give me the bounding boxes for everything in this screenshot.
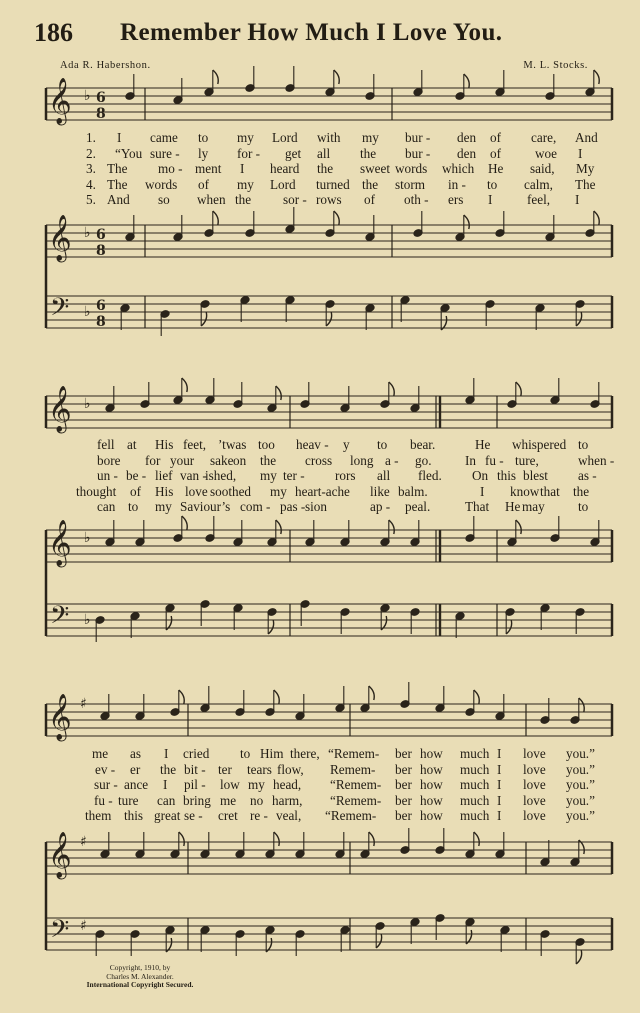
note-flag bbox=[576, 950, 581, 964]
note-flag bbox=[179, 832, 184, 846]
lyric-syllable: of bbox=[130, 483, 141, 499]
lyric-syllable: cried bbox=[183, 746, 210, 761]
lyric-syllable: ap - bbox=[370, 499, 391, 514]
lyric-syllable: ’twas bbox=[218, 437, 247, 452]
lyric-syllable: the bbox=[573, 483, 590, 499]
lyric-syllable: the bbox=[317, 161, 334, 176]
note-flag bbox=[276, 386, 281, 400]
lyric-syllable: ter bbox=[218, 761, 232, 777]
lyric-syllable: said, bbox=[530, 161, 555, 176]
hymn-title: Remember How Much I Love You. bbox=[120, 19, 503, 46]
lyric-syllable: Lord bbox=[272, 130, 298, 145]
lyric-syllable: feel, bbox=[527, 192, 551, 207]
lyric-syllable: soothed bbox=[210, 483, 252, 499]
lyric-syllable: heard bbox=[270, 161, 300, 176]
lyric-syllable: “Remem- bbox=[330, 777, 382, 792]
lyric-syllable: ber bbox=[395, 746, 412, 761]
lyric-syllable: came bbox=[150, 130, 178, 145]
lyric-syllable: se - bbox=[184, 808, 203, 823]
lyric-syllable: fu - bbox=[485, 452, 504, 468]
note-flag bbox=[334, 70, 339, 84]
lyric-syllable: of bbox=[364, 192, 375, 207]
lyric-syllable: a - bbox=[385, 452, 399, 468]
lyric-syllable: me bbox=[92, 746, 109, 761]
lyric-syllable: sure - bbox=[150, 145, 180, 161]
lyric-syllable: fu - bbox=[94, 792, 113, 808]
lyric-line-verse-5 bbox=[60, 808, 608, 824]
note-flag bbox=[182, 516, 187, 530]
lyric-syllable: to bbox=[198, 130, 209, 145]
note-flag bbox=[274, 690, 279, 704]
lyric-syllable: On bbox=[472, 468, 489, 483]
lyric-syllable: whispered bbox=[512, 437, 567, 452]
lyrics-block-2 bbox=[60, 437, 615, 515]
lyric-syllable: thought bbox=[76, 483, 117, 499]
copyright-line-1: Copyright, 1910, by bbox=[109, 963, 171, 972]
lyric-syllable: love bbox=[185, 483, 208, 499]
lyric-syllable: care, bbox=[531, 130, 557, 145]
lyric-syllable: too bbox=[258, 437, 275, 452]
note-flag bbox=[464, 215, 469, 229]
lyric-syllable: com - bbox=[240, 499, 271, 514]
time-signature: 6 bbox=[96, 227, 106, 243]
lyric-syllable: I bbox=[575, 192, 580, 207]
note-flag bbox=[179, 690, 184, 704]
lyric-syllable: your bbox=[170, 452, 195, 468]
lyric-syllable: feet, bbox=[183, 437, 207, 452]
lyric-syllable: sion bbox=[305, 499, 327, 514]
lyric-syllable: I bbox=[488, 192, 493, 207]
lyric-syllable: ev - bbox=[95, 761, 116, 777]
lyric-syllable: my bbox=[237, 130, 254, 145]
lyric-syllable: ber bbox=[395, 761, 412, 777]
lyric-syllable: balm. bbox=[398, 483, 428, 499]
treble-clef: 𝄞 bbox=[48, 520, 72, 566]
note-flag bbox=[594, 211, 599, 225]
lyric-syllable: on bbox=[233, 452, 247, 468]
lyric-syllable: which bbox=[442, 161, 475, 176]
note-flag bbox=[326, 312, 331, 326]
lyric-line-verse-1 bbox=[60, 746, 608, 762]
note-flag bbox=[516, 520, 521, 534]
lyric-syllable: oth - bbox=[404, 192, 429, 207]
time-signature: 8 bbox=[96, 243, 106, 259]
lyric-syllable: in - bbox=[448, 176, 466, 192]
note-flag bbox=[474, 832, 479, 846]
lyric-syllable: ber bbox=[395, 808, 412, 823]
lyric-syllable: My bbox=[576, 161, 595, 176]
lyric-syllable: sweet bbox=[360, 161, 391, 176]
lyric-syllable: my bbox=[155, 499, 172, 514]
lyric-syllable: rors bbox=[335, 468, 356, 483]
lyric-line-verse-3 bbox=[60, 161, 608, 177]
lyric-syllable: low bbox=[220, 777, 240, 792]
copyright-line-3: International Copyright Secured. bbox=[86, 980, 194, 989]
lyric-syllable: bring bbox=[183, 792, 211, 808]
lyric-syllable: ber bbox=[395, 792, 412, 808]
note-flag bbox=[579, 698, 584, 712]
note-flag bbox=[594, 70, 599, 84]
lyric-syllable: mo - bbox=[158, 161, 183, 176]
treble-clef: 𝄞 bbox=[48, 386, 72, 432]
lyric-syllable: love bbox=[523, 746, 546, 761]
bass-clef: 𝄢 bbox=[50, 601, 70, 636]
bass-clef: 𝄢 bbox=[50, 915, 70, 950]
lyric-syllable: like bbox=[370, 483, 390, 499]
flat-sign: ♭ bbox=[84, 530, 91, 546]
lyric-syllable: pil - bbox=[184, 777, 206, 792]
lyric-syllable: you.” bbox=[566, 761, 595, 777]
lyric-syllable: to bbox=[377, 437, 388, 452]
lyric-syllable: rows bbox=[316, 192, 342, 207]
time-signature: 8 bbox=[96, 106, 106, 122]
composer-credit: M. L. Stocks. bbox=[523, 60, 588, 71]
flat-sign: ♭ bbox=[84, 612, 91, 628]
lyric-syllable: love bbox=[523, 808, 546, 823]
lyric-syllable: at bbox=[127, 437, 137, 452]
note-flag bbox=[516, 382, 521, 396]
lyric-syllable: And bbox=[107, 192, 130, 207]
lyric-syllable: how bbox=[420, 761, 443, 777]
note-flag bbox=[464, 74, 469, 88]
lyric-syllable: I bbox=[497, 777, 502, 792]
lyric-syllable: I bbox=[497, 746, 502, 761]
lyric-syllable: words bbox=[145, 176, 178, 192]
lyric-syllable: how bbox=[420, 746, 443, 761]
lyric-syllable: to bbox=[128, 499, 139, 514]
lyric-syllable: much bbox=[460, 777, 490, 792]
note-flag bbox=[274, 832, 279, 846]
sharp-sign: ♯ bbox=[80, 834, 87, 850]
lyrics-block-1 bbox=[60, 130, 608, 208]
lyric-syllable: I bbox=[497, 761, 502, 777]
lyric-syllable: you.” bbox=[566, 777, 595, 792]
lyric-syllable: The bbox=[575, 176, 596, 192]
lyric-syllable: love bbox=[523, 792, 546, 808]
lyric-line-verse-3 bbox=[60, 468, 608, 484]
lyric-syllable: den bbox=[457, 145, 477, 161]
lyric-syllable: y bbox=[343, 437, 350, 452]
lyric-syllable: to bbox=[578, 499, 589, 514]
lyric-syllable: veal, bbox=[276, 808, 302, 823]
lyric-syllable: great bbox=[154, 808, 181, 823]
sharp-sign: ♯ bbox=[80, 696, 87, 712]
lyric-syllable: my bbox=[270, 483, 287, 499]
lyric-syllable: love bbox=[523, 777, 546, 792]
lyric-syllable: you.” bbox=[566, 746, 595, 761]
lyric-syllable: much bbox=[460, 746, 490, 761]
lyric-syllable: “You bbox=[115, 145, 143, 161]
lyric-syllable: you.” bbox=[566, 808, 595, 823]
lyric-syllable: to bbox=[487, 176, 498, 192]
lyric-syllable: long bbox=[350, 452, 374, 468]
lyric-syllable: the bbox=[235, 192, 252, 207]
lyric-syllable: much bbox=[460, 792, 490, 808]
note-flag bbox=[369, 832, 374, 846]
lyric-syllable: I bbox=[497, 792, 502, 808]
lyric-line-verse-4 bbox=[60, 484, 608, 500]
lyric-line-verse-5 bbox=[60, 499, 608, 515]
lyric-syllable: as bbox=[130, 746, 141, 761]
lyric-syllable: I bbox=[240, 161, 245, 176]
lyric-syllable: of bbox=[490, 130, 501, 145]
lyric-syllable: The bbox=[107, 176, 128, 192]
lyric-syllable: I bbox=[164, 746, 169, 761]
verse-number: 5. bbox=[86, 192, 96, 207]
lyric-syllable: heav - bbox=[296, 437, 329, 452]
copyright-notice bbox=[70, 964, 210, 990]
lyric-syllable: I bbox=[578, 145, 583, 161]
lyric-syllable: sur - bbox=[94, 777, 118, 792]
verse-number: 3. bbox=[86, 161, 96, 176]
lyric-syllable: ture bbox=[118, 792, 139, 808]
lyric-line-verse-1 bbox=[60, 130, 608, 146]
lyric-syllable: peal. bbox=[405, 499, 431, 514]
lyric-syllable: bore bbox=[97, 452, 121, 468]
lyric-syllable: how bbox=[420, 792, 443, 808]
lyric-syllable: this bbox=[124, 808, 144, 823]
note-flag bbox=[334, 211, 339, 225]
lyric-line-verse-1 bbox=[60, 437, 608, 453]
lyric-syllable: the bbox=[260, 452, 277, 468]
lyric-syllable: The bbox=[107, 161, 128, 176]
note-flag bbox=[213, 211, 218, 225]
lyric-syllable: how bbox=[420, 808, 443, 823]
lyric-syllable: ture, bbox=[515, 452, 539, 468]
lyric-syllable: I bbox=[480, 483, 485, 499]
note-flag bbox=[376, 934, 381, 948]
lyric-syllable: Him bbox=[260, 746, 284, 761]
lyric-line-verse-2 bbox=[60, 452, 615, 469]
lyric-line-verse-2 bbox=[60, 762, 608, 778]
time-signature: 6 bbox=[96, 298, 106, 314]
time-signature: 8 bbox=[96, 314, 106, 330]
lyrics-block-3 bbox=[60, 746, 608, 824]
lyric-syllable: head, bbox=[273, 777, 302, 792]
note-flag bbox=[369, 686, 374, 700]
lyric-syllable: harm, bbox=[272, 792, 303, 808]
lyric-line-verse-4 bbox=[60, 793, 608, 809]
lyric-syllable: how bbox=[420, 777, 443, 792]
lyric-syllable: I bbox=[163, 777, 168, 792]
flat-sign: ♭ bbox=[84, 88, 91, 104]
lyric-syllable: His bbox=[155, 483, 174, 499]
note-flag bbox=[389, 520, 394, 534]
lyric-syllable: there, bbox=[290, 746, 320, 761]
note-flag bbox=[506, 620, 511, 634]
lyric-syllable: Remem- bbox=[330, 761, 376, 777]
lyric-syllable: be - bbox=[126, 468, 147, 483]
lyric-syllable: you.” bbox=[566, 792, 595, 808]
lyric-syllable: when bbox=[197, 192, 226, 207]
lyric-syllable: to bbox=[240, 746, 251, 761]
flat-sign: ♭ bbox=[84, 396, 91, 412]
time-signature: 6 bbox=[96, 90, 106, 106]
lyric-syllable: heart-ache bbox=[295, 483, 350, 499]
lyric-syllable: I bbox=[497, 808, 502, 823]
lyric-syllable: He bbox=[505, 499, 521, 514]
bass-clef: 𝄢 bbox=[50, 293, 70, 328]
lyric-syllable: van - bbox=[180, 468, 207, 483]
lyric-syllable: un - bbox=[97, 468, 118, 483]
lyric-syllable: my bbox=[260, 468, 277, 483]
lyric-syllable: ance bbox=[124, 777, 149, 792]
note-flag bbox=[182, 378, 187, 392]
lyric-syllable: me bbox=[220, 792, 237, 808]
lyric-line-verse-2 bbox=[60, 146, 608, 162]
lyric-syllable: for bbox=[145, 452, 161, 468]
lyric-syllable: much bbox=[460, 808, 490, 823]
lyric-syllable: den bbox=[457, 130, 477, 145]
lyric-syllable: His bbox=[155, 437, 174, 452]
lyric-syllable: to bbox=[578, 437, 589, 452]
lyric-syllable: I bbox=[117, 130, 122, 145]
lyric-syllable: He bbox=[475, 437, 491, 452]
flat-sign: ♭ bbox=[84, 304, 91, 320]
note-flag bbox=[576, 312, 581, 326]
lyric-syllable: no bbox=[250, 792, 264, 808]
lyric-syllable: Saviour’s bbox=[180, 499, 231, 514]
lyric-syllable: He bbox=[488, 161, 504, 176]
lyric-syllable: ly bbox=[198, 145, 209, 161]
lyric-syllable: ers bbox=[448, 192, 464, 207]
lyric-syllable: storm bbox=[395, 176, 426, 192]
lyric-syllable: them bbox=[85, 808, 112, 823]
lyric-syllable: bur - bbox=[405, 130, 431, 145]
lyric-syllable: bear. bbox=[410, 437, 436, 452]
lyric-syllable: of bbox=[490, 145, 501, 161]
lyric-syllable: And bbox=[575, 130, 598, 145]
lyric-syllable: woe bbox=[535, 145, 557, 161]
lyric-syllable: blest bbox=[523, 468, 548, 483]
lyric-syllable: sake bbox=[210, 452, 234, 468]
lyric-syllable: that bbox=[540, 483, 560, 499]
lyric-syllable: Lord bbox=[270, 176, 296, 192]
lyric-syllable: lief bbox=[155, 468, 173, 483]
lyric-syllable: er bbox=[130, 761, 141, 777]
lyric-syllable: as - bbox=[578, 468, 597, 483]
lyric-syllable: love bbox=[523, 761, 546, 777]
lyric-syllable: sor - bbox=[283, 192, 307, 207]
lyric-syllable: fell bbox=[97, 437, 115, 452]
lyric-syllable: ter - bbox=[283, 468, 305, 483]
lyric-syllable: my bbox=[362, 130, 379, 145]
lyric-syllable: In bbox=[465, 452, 476, 468]
note-flag bbox=[213, 70, 218, 84]
lyric-syllable: bit - bbox=[184, 761, 206, 777]
sharp-sign: ♯ bbox=[80, 918, 87, 934]
treble-clef: 𝄞 bbox=[48, 78, 72, 124]
verse-number: 2. bbox=[86, 145, 96, 161]
lyric-syllable: flow, bbox=[277, 761, 304, 777]
lyric-syllable: the bbox=[160, 761, 177, 777]
lyric-line-verse-4 bbox=[60, 177, 608, 193]
copyright-line-2: Charles M. Alexander. bbox=[106, 971, 174, 981]
lyric-syllable: know bbox=[510, 483, 540, 499]
lyric-syllable: go. bbox=[415, 452, 432, 468]
note-flag bbox=[268, 620, 273, 634]
lyric-syllable: calm, bbox=[524, 176, 553, 192]
note-flag bbox=[201, 312, 206, 326]
lyric-line-verse-5 bbox=[60, 192, 608, 208]
note-flag bbox=[389, 382, 394, 396]
lyric-syllable: this bbox=[497, 468, 517, 483]
lyric-syllable: ment bbox=[195, 161, 222, 176]
treble-clef: 𝄞 bbox=[48, 694, 72, 740]
page-number: 186 bbox=[34, 18, 73, 47]
lyric-syllable: with bbox=[317, 130, 341, 145]
lyric-syllable: ished, bbox=[205, 468, 237, 483]
lyric-syllable: all bbox=[317, 145, 331, 161]
lyric-syllable: much bbox=[460, 761, 490, 777]
lyric-syllable: tears bbox=[247, 761, 272, 777]
lyric-syllable: “Remem- bbox=[325, 808, 377, 823]
lyric-syllable: my bbox=[237, 176, 254, 192]
lyric-syllable: bur - bbox=[405, 145, 431, 161]
verse-number: 1. bbox=[86, 130, 96, 145]
lyric-syllable: words bbox=[395, 161, 428, 176]
lyric-syllable: get bbox=[285, 145, 302, 161]
lyric-syllable: so bbox=[158, 192, 170, 207]
verse-number: 4. bbox=[86, 176, 96, 192]
lyric-syllable: all bbox=[377, 468, 391, 483]
lyric-syllable: can bbox=[157, 792, 176, 808]
lyric-syllable: the bbox=[360, 145, 377, 161]
flat-sign: ♭ bbox=[84, 225, 91, 241]
treble-clef: 𝄞 bbox=[48, 832, 72, 878]
lyric-syllable: for - bbox=[237, 145, 261, 161]
lyric-syllable: may bbox=[522, 499, 545, 514]
lyric-syllable: re - bbox=[250, 808, 268, 823]
lyric-syllable: That bbox=[465, 499, 490, 514]
lyric-syllable: cret bbox=[218, 808, 238, 823]
lyric-syllable: “Remem- bbox=[328, 746, 380, 761]
lyric-syllable: ber bbox=[395, 777, 412, 792]
treble-clef: 𝄞 bbox=[48, 215, 72, 261]
lyric-syllable: cross bbox=[305, 452, 333, 468]
lyric-syllable: “Remem- bbox=[330, 792, 382, 808]
lyric-syllable: of bbox=[198, 176, 209, 192]
lyric-syllable: the bbox=[362, 176, 379, 192]
lyric-syllable: pas - bbox=[280, 499, 306, 514]
lyric-syllable: turned bbox=[316, 176, 350, 192]
lyricist-credit: Ada R. Habershon. bbox=[60, 60, 151, 71]
note-flag bbox=[474, 690, 479, 704]
lyric-syllable: my bbox=[248, 777, 265, 792]
note-flag bbox=[276, 520, 281, 534]
lyric-syllable: when - bbox=[578, 452, 615, 468]
lyric-line-verse-3 bbox=[60, 777, 608, 793]
lyric-syllable: fled. bbox=[418, 468, 442, 483]
lyric-syllable: can bbox=[97, 499, 116, 514]
